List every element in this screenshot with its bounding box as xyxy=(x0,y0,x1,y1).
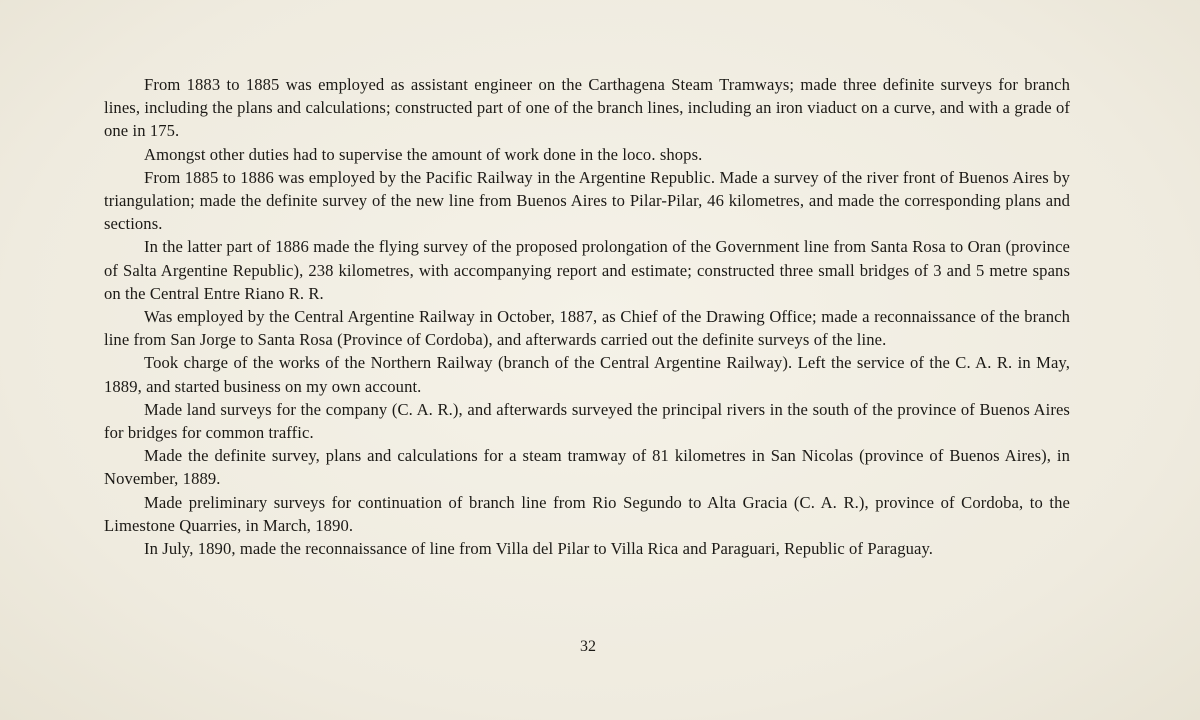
paragraph: Took charge of the works of the Northern Railway (branch of the Central Argentine Railway). Left the service of the C. A. R. in May, 1889, and started business on my own account. xyxy=(104,353,1070,396)
paragraph: Made the definite survey, plans and calculations for a steam tramway of 81 kilometres in San Nicolas (province of Buenos Aires), in November, 1889. xyxy=(104,446,1070,489)
paragraph: From 1883 to 1885 was employed as assistant engineer on the Carthagena Steam Tramways; made three definite surveys for branch lines, including the plans and calculations; constructed part of one of the branch lines, including an iron viaduct on a curve, and with a grade of one in 175. xyxy=(104,75,1070,141)
paragraph: Amongst other duties had to supervise the amount of work done in the loco. shops. xyxy=(144,144,703,164)
paragraph: Made land surveys for the company (C. A. R.), and afterwards surveyed the principal rivers in the south of the province of Buenos Aires for bridges for common traffic. xyxy=(104,399,1070,443)
paragraph: Made preliminary surveys for continuation of branch line from Rio Segundo to Alta Gracia (C. A. R.), province of Cordoba, to the Limestone Quarries, in March, 1890. xyxy=(104,492,1070,535)
paragraph: From 1885 to 1886 was employed by the Pacific Railway in the Argentine Republic. Made a survey of the river front of Buenos Aires by triangulation; made the definite survey of the new line from Buenos Aires to Pilar-Pilar, 46 kilometres, and made the corresponding plans and sections. xyxy=(104,167,1070,234)
paragraph: In July, 1890, made the reconnaissance of line from Villa del Pilar to Villa Rica and Paraguari, Republic of Paraguay. xyxy=(144,539,934,559)
body-text xyxy=(104,73,1070,560)
paragraph: In the latter part of 1886 made the flying survey of the proposed prolongation of the Government line from Santa Rosa to Oran (province of Salta Argentine Republic), 238 kilometres, with accompanying report and estimate; constructed three small bridges of 3 and 5 metre spans on the Central Entre Riano R. R. xyxy=(104,237,1070,303)
paragraph: Was employed by the Central Argentine Railway in October, 1887, as Chief of the Drawing Office; made a reconnaissance of the branch line from San Jorge to Santa Rosa (Province of Cordoba), and afterwards carried out the definite surveys of the line. xyxy=(104,307,1070,350)
page-number: 32 xyxy=(580,638,596,655)
